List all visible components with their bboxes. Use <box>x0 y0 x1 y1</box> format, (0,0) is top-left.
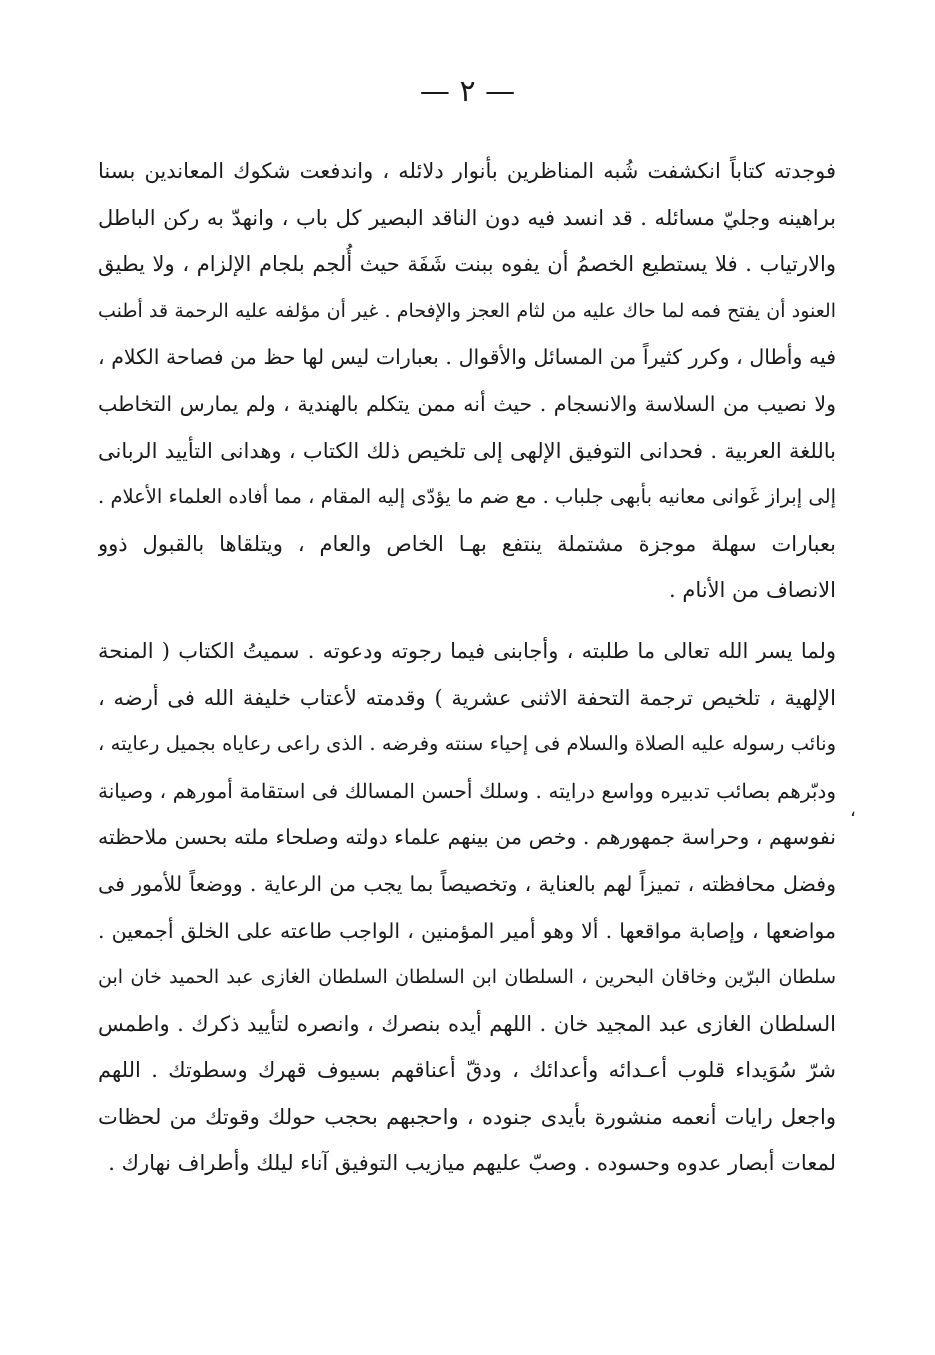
text-line: ولما يسر الله تعالى ما طلبته ، وأجابنى فيما رجوته ودعوته . سميتُ الكتاب ( المنحة <box>98 638 836 663</box>
paragraph-2 <box>98 628 836 1187</box>
text-line: وفضل محافظته ، تميزاً لهم بالعناية ، وتخصيصاً بما يجب من الرعاية . ووضعاً للأمور فى <box>98 871 836 896</box>
paragraph-1 <box>98 148 836 614</box>
text-line: ودبّرهم بصائب تدبيره وواسع درايته . وسلك أحسن المسالك فى استقامة أمورهم ، وصيانة <box>98 778 836 803</box>
text-line: واجعل رايات أنعمه منشورة بأيدى جنوده ، واحجبهم بحجب حولك وقوتك من لحظات <box>98 1104 836 1129</box>
text-line: الانصاف من الأنام . <box>668 578 836 603</box>
text-line: ولا نصيب من السلاسة والانسجام . حيث أنه ممن يتكلم بالهندية ، ولم يمارس التخاطب <box>98 391 836 416</box>
text-line: باللغة العربية . فحدانى التوفيق الإلهى إلى تلخيص ذلك الكتاب ، وهدانى التأييد الربانى <box>98 438 836 463</box>
text-line: الإلهية ، تلخيص ترجمة التحفة الاثنى عشرية ) وقدمته لأعتاب خليفة الله فى أرضه ، <box>98 685 836 710</box>
page-number: — ٢ — <box>419 74 516 109</box>
text-line: براهينه وجليّ مسائله . قد انسد فيه دون الناقد البصير كل باب ، وانهدّ به ركن الباطل <box>98 205 836 230</box>
paragraph-gap <box>98 614 836 628</box>
text-line: فوجدته كتاباً انكشفت شُبه المناظرين بأنوار دلائله ، واندفعت شكوك المعاندين بسنا <box>98 159 836 183</box>
text-line: سلطان البرّين وخاقان البحرين ، السلطان ابن السلطان السلطان الغازى عبد الحميد خان ابن <box>98 966 836 989</box>
text-line: لمعات أبصار عدوه وحسوده . وصبّ عليهم ميازيب التوفيق آناء ليلك وأطراف نهارك . <box>108 1151 836 1176</box>
margin-mark: ، <box>850 800 856 821</box>
text-line: بعبارات سهلة موجزة مشتملة ينتفع بهـا الخاص والعام ، ويتلقاها بالقبول ذوو <box>98 531 836 556</box>
text-line: فيه وأطال ، وكرر كثيراً من المسائل والأقوال . بعبارات ليس لها حظ من فصاحة الكلام ، <box>98 345 836 370</box>
text-line: نفوسهم ، وحراسة جمهورهم . وخص من بينهم علماء دولته وصلحاء ملته بحسن ملاحظته <box>98 825 836 850</box>
body-text <box>98 148 836 1187</box>
text-line: والارتياب . فلا يستطيع الخصمُ أن يفوه ببنت شَفَة حيث أُلجم بلجام الإلزام ، ولا يطيق <box>98 252 836 277</box>
text-line: شرّ سُوَيداء قلوب أعـدائه وأعدائك ، ودقّ أعناقهم بسيوف قهرك وسطوتك . اللهم <box>98 1058 836 1083</box>
text-line: السلطان الغازى عبد المجيد خان . اللهم أيده بنصرك ، وانصره لتأييد ذكرك . واطمس <box>98 1011 836 1036</box>
text-line: العنود أن يفتح فمه لما حاك عليه من لثام العجز والإفحام . غير أن مؤلفه عليه الرحمة قد أطنب <box>98 299 836 322</box>
text-line: ونائب رسوله عليه الصلاة والسلام فى إحياء سنته وفرضه . الذى راعى رعاياه بجميل رعايته ، <box>98 732 836 756</box>
text-line: إلى إبراز غَوانى معانيه بأبهى جلباب . مع ضم ما يؤدّى إليه المقام ، مما أفاده العلماء الأعلام . <box>98 485 836 509</box>
text-line: مواضعها ، وإصابة مواقعها . ألا وهو أمير المؤمنين ، الواجب طاعته على الخلق أجمعين . <box>98 918 836 943</box>
